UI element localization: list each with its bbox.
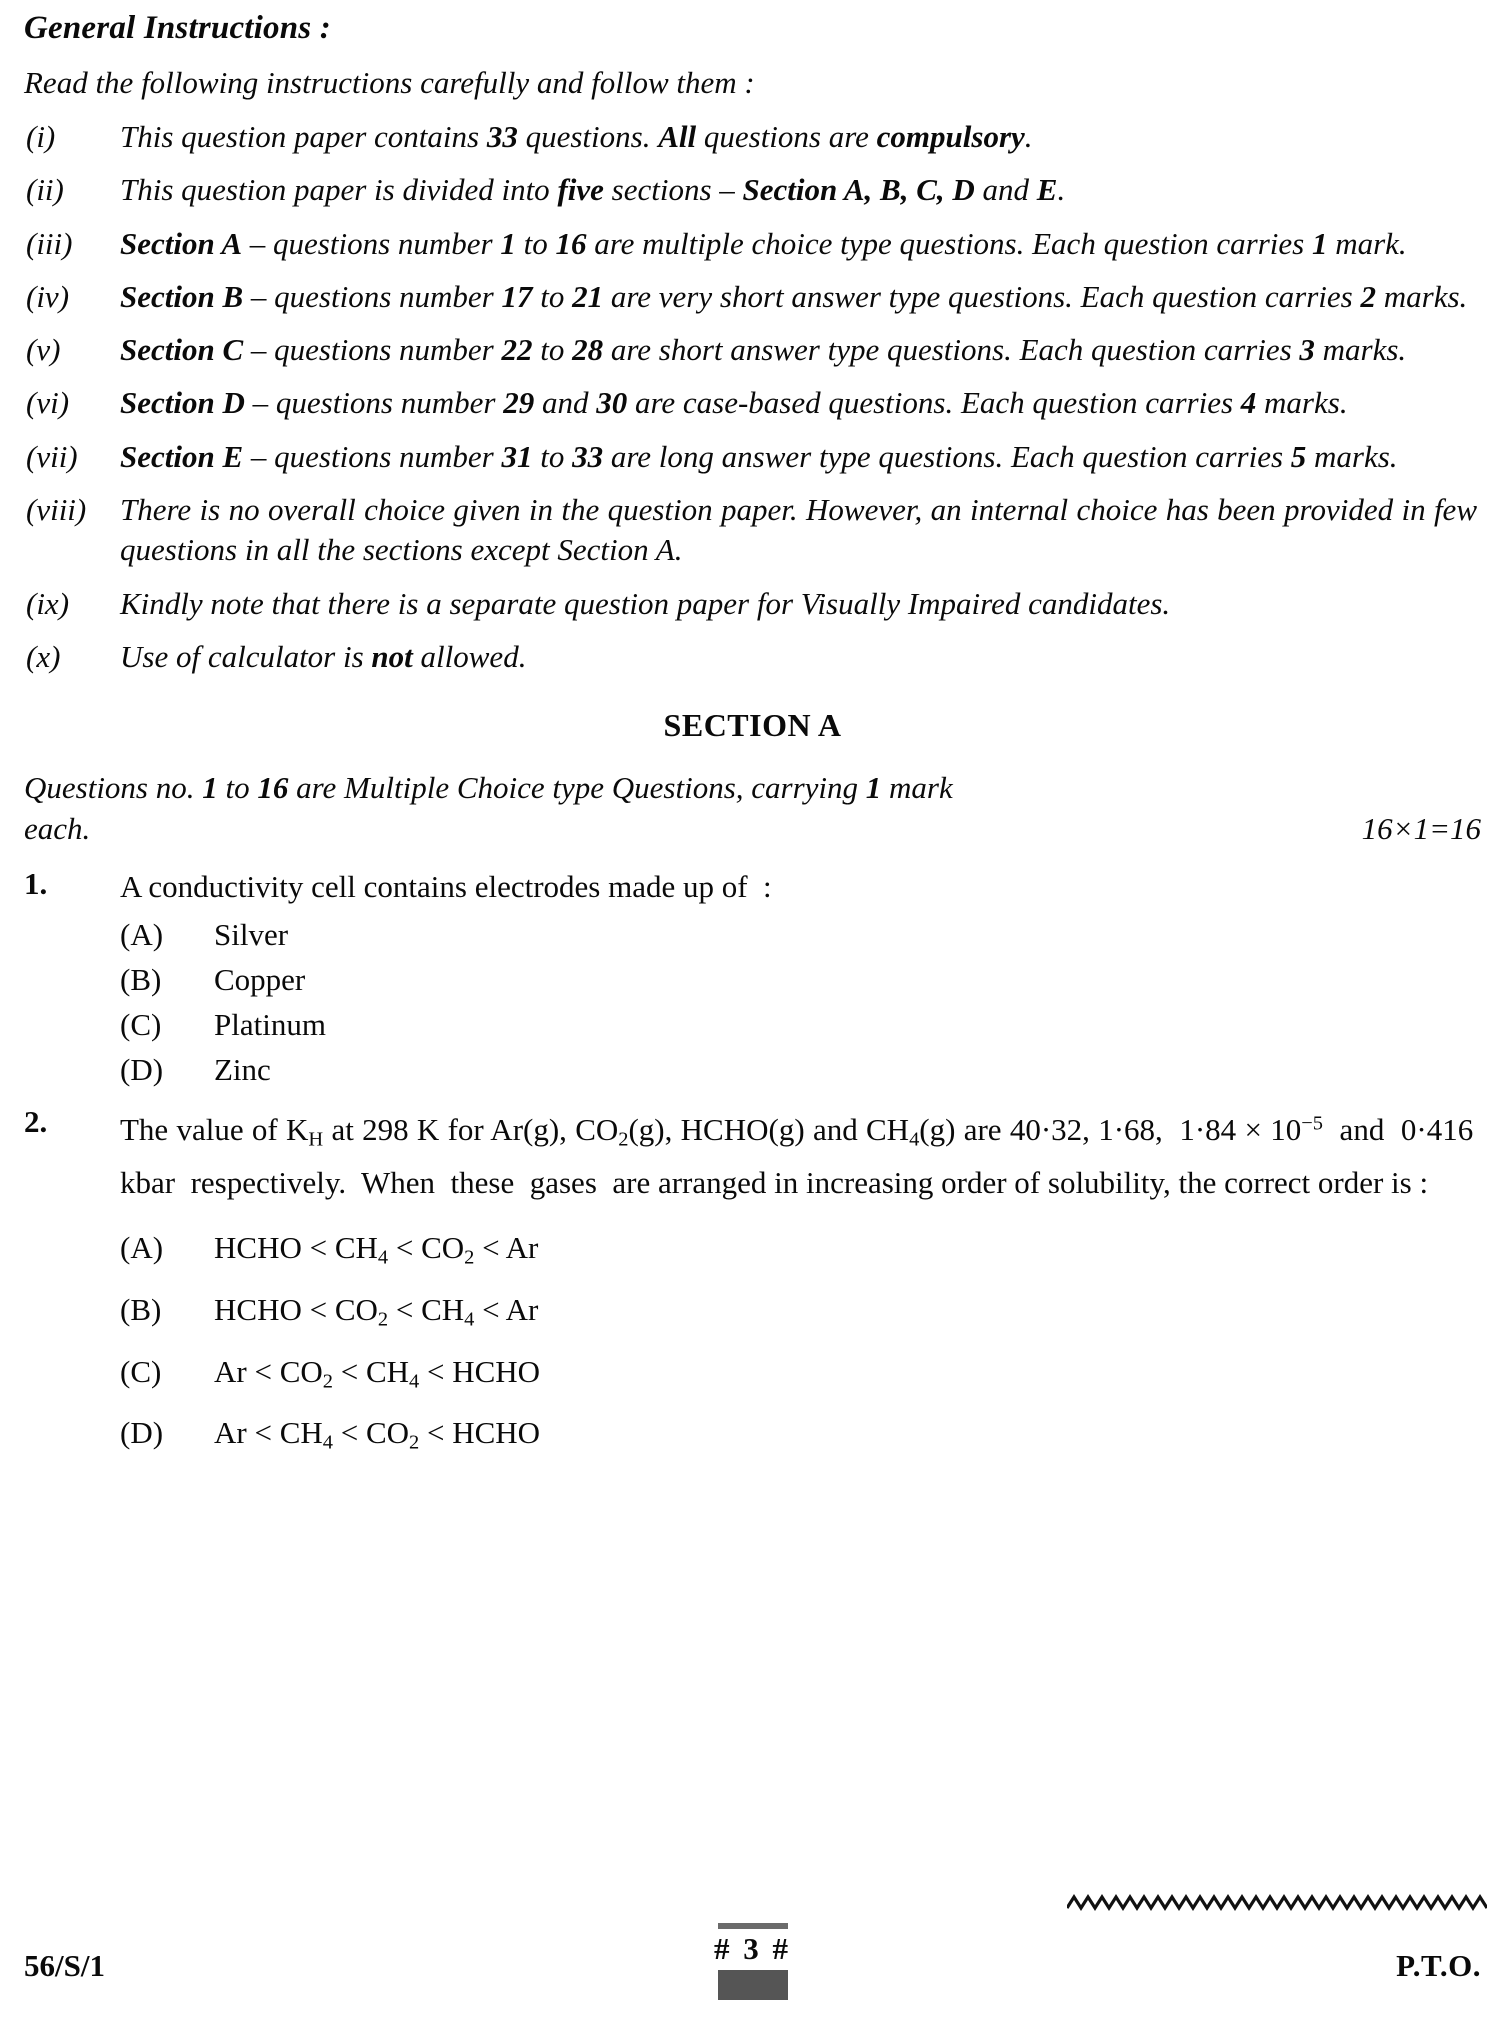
option-a[interactable]	[120, 1230, 1481, 1270]
option-label: (A)	[120, 1230, 164, 1266]
instruction-marker: (v)	[26, 332, 61, 368]
question-block	[24, 1104, 1481, 1455]
option-b[interactable]	[120, 1292, 1481, 1332]
general-instructions-section	[24, 10, 1481, 677]
option-list	[24, 917, 1481, 1088]
option-label: (C)	[120, 1353, 162, 1389]
instruction-item	[24, 490, 1481, 571]
zigzag-decoration-icon	[1067, 1892, 1487, 1914]
section-a-note-line2: each.	[24, 811, 91, 847]
question-number: 1.	[24, 866, 48, 902]
instruction-text: There is no overall choice given in the question paper. However, an internal choice has been provided in few questions in all the sections except Section A.	[120, 492, 1477, 568]
section-a-note-line1: Questions no. 1 to 16 are Multiple Choice type Questions, carrying 1 mark	[24, 770, 953, 806]
instruction-item	[24, 437, 1481, 477]
section-a-note	[24, 768, 1481, 850]
instruction-item	[24, 224, 1481, 264]
instruction-marker: (x)	[26, 638, 61, 674]
option-text: Platinum	[214, 1006, 326, 1042]
option-c[interactable]	[120, 1007, 1481, 1043]
instruction-item	[24, 330, 1481, 370]
general-instructions-title: General Instructions :	[24, 10, 331, 46]
option-label: (C)	[120, 1006, 162, 1042]
option-d[interactable]	[120, 1052, 1481, 1088]
option-b[interactable]	[120, 962, 1481, 998]
option-text: HCHO < $CH_4 < CO_2 < Ar$	[214, 1230, 539, 1269]
option-c[interactable]	[120, 1354, 1481, 1394]
page-number-block	[0, 1923, 1505, 2000]
paper-code: 56/S/1	[24, 1948, 105, 1983]
instruction-text: This question paper contains 33 questions. All questions are compulsory.	[120, 119, 1033, 154]
instructions-list	[24, 117, 1481, 677]
question-number: 2.	[24, 1103, 48, 1139]
section-a-heading: SECTION A	[663, 707, 842, 744]
instruction-item	[24, 277, 1481, 317]
questions-list	[24, 866, 1481, 1455]
option-list	[24, 1230, 1481, 1455]
option-label: (A)	[120, 916, 164, 952]
option-label: (D)	[120, 1051, 164, 1087]
page-number: # 3 #	[714, 1931, 791, 1967]
question-text: The value of $K_H$ at 298 K for Ar(g), $CO_2(g)$, HCHO(g) and $CH_4(g)$ are 40·32, 1·68, $1\cdot 84 \times 10^{-5}$ and 0·416 kbar respectively. When these gases are arranged in increasing order of solubility, the correct order is :	[120, 1111, 1481, 1201]
question-stem	[24, 1104, 1481, 1209]
instruction-marker: (i)	[26, 119, 56, 154]
option-text: $Ar < CO_2 < CH_4$ < HCHO	[214, 1353, 541, 1393]
option-text: Copper	[214, 961, 306, 997]
option-text: HCHO < $CO_2 < CH_4 < Ar$	[214, 1291, 539, 1331]
instruction-marker: (iv)	[26, 278, 70, 314]
instruction-text: This question paper is divided into five sections – Section A, B, C, D and E.	[120, 172, 1066, 208]
instruction-text: Section A – questions number 1 to 16 are multiple choice type questions. Each question carries 1 mark.	[120, 225, 1407, 261]
page-marker-top-bar	[718, 1923, 788, 1929]
instruction-marker: (ii)	[26, 172, 64, 208]
instruction-item	[24, 383, 1481, 423]
question-stem	[24, 866, 1481, 908]
page-marker-bottom-bar	[718, 1970, 788, 2000]
option-label: (D)	[120, 1415, 164, 1451]
instruction-text: Section C – questions number 22 to 28 are short answer type questions. Each question carries 3 marks.	[120, 332, 1407, 368]
instruction-text: Section E – questions number 31 to 33 are long answer type questions. Each question carries 5 marks.	[120, 438, 1398, 474]
option-a[interactable]	[120, 917, 1481, 953]
instruction-item	[24, 584, 1481, 624]
pto-label: P.T.O.	[1396, 1948, 1481, 1983]
instruction-marker: (viii)	[26, 492, 87, 528]
instruction-marker: (iii)	[26, 225, 73, 261]
instruction-item	[24, 637, 1481, 677]
option-label: (B)	[120, 961, 162, 997]
instruction-marker: (vi)	[26, 385, 70, 421]
option-text: Zinc	[214, 1051, 271, 1087]
section-a-marks-weight: 16×1=16	[1361, 811, 1481, 847]
question-block	[24, 866, 1481, 1088]
instruction-item	[24, 117, 1481, 157]
option-text: $Ar < CH_4 < CO_2$ < HCHO	[214, 1415, 541, 1455]
option-label: (B)	[120, 1291, 162, 1327]
general-instructions-lead: Read the following instructions carefully and follow them :	[24, 65, 755, 100]
instruction-text: Kindly note that there is a separate question paper for Visually Impaired candidates.	[120, 585, 1171, 621]
instruction-text: Use of calculator is not allowed.	[120, 638, 527, 674]
instruction-text: Section D – questions number 29 and 30 are case-based questions. Each question carries 4 marks.	[120, 385, 1348, 421]
instruction-item	[24, 170, 1481, 210]
instruction-text: Section B – questions number 17 to 21 are very short answer type questions. Each question carries 2 marks.	[120, 278, 1468, 314]
option-text: Silver	[214, 916, 289, 952]
question-text: A conductivity cell contains electrodes made up of :	[120, 869, 772, 905]
instruction-marker: (ix)	[26, 585, 70, 621]
option-d[interactable]	[120, 1415, 1481, 1455]
instruction-marker: (vii)	[26, 438, 78, 474]
page-footer	[0, 1886, 1505, 2006]
